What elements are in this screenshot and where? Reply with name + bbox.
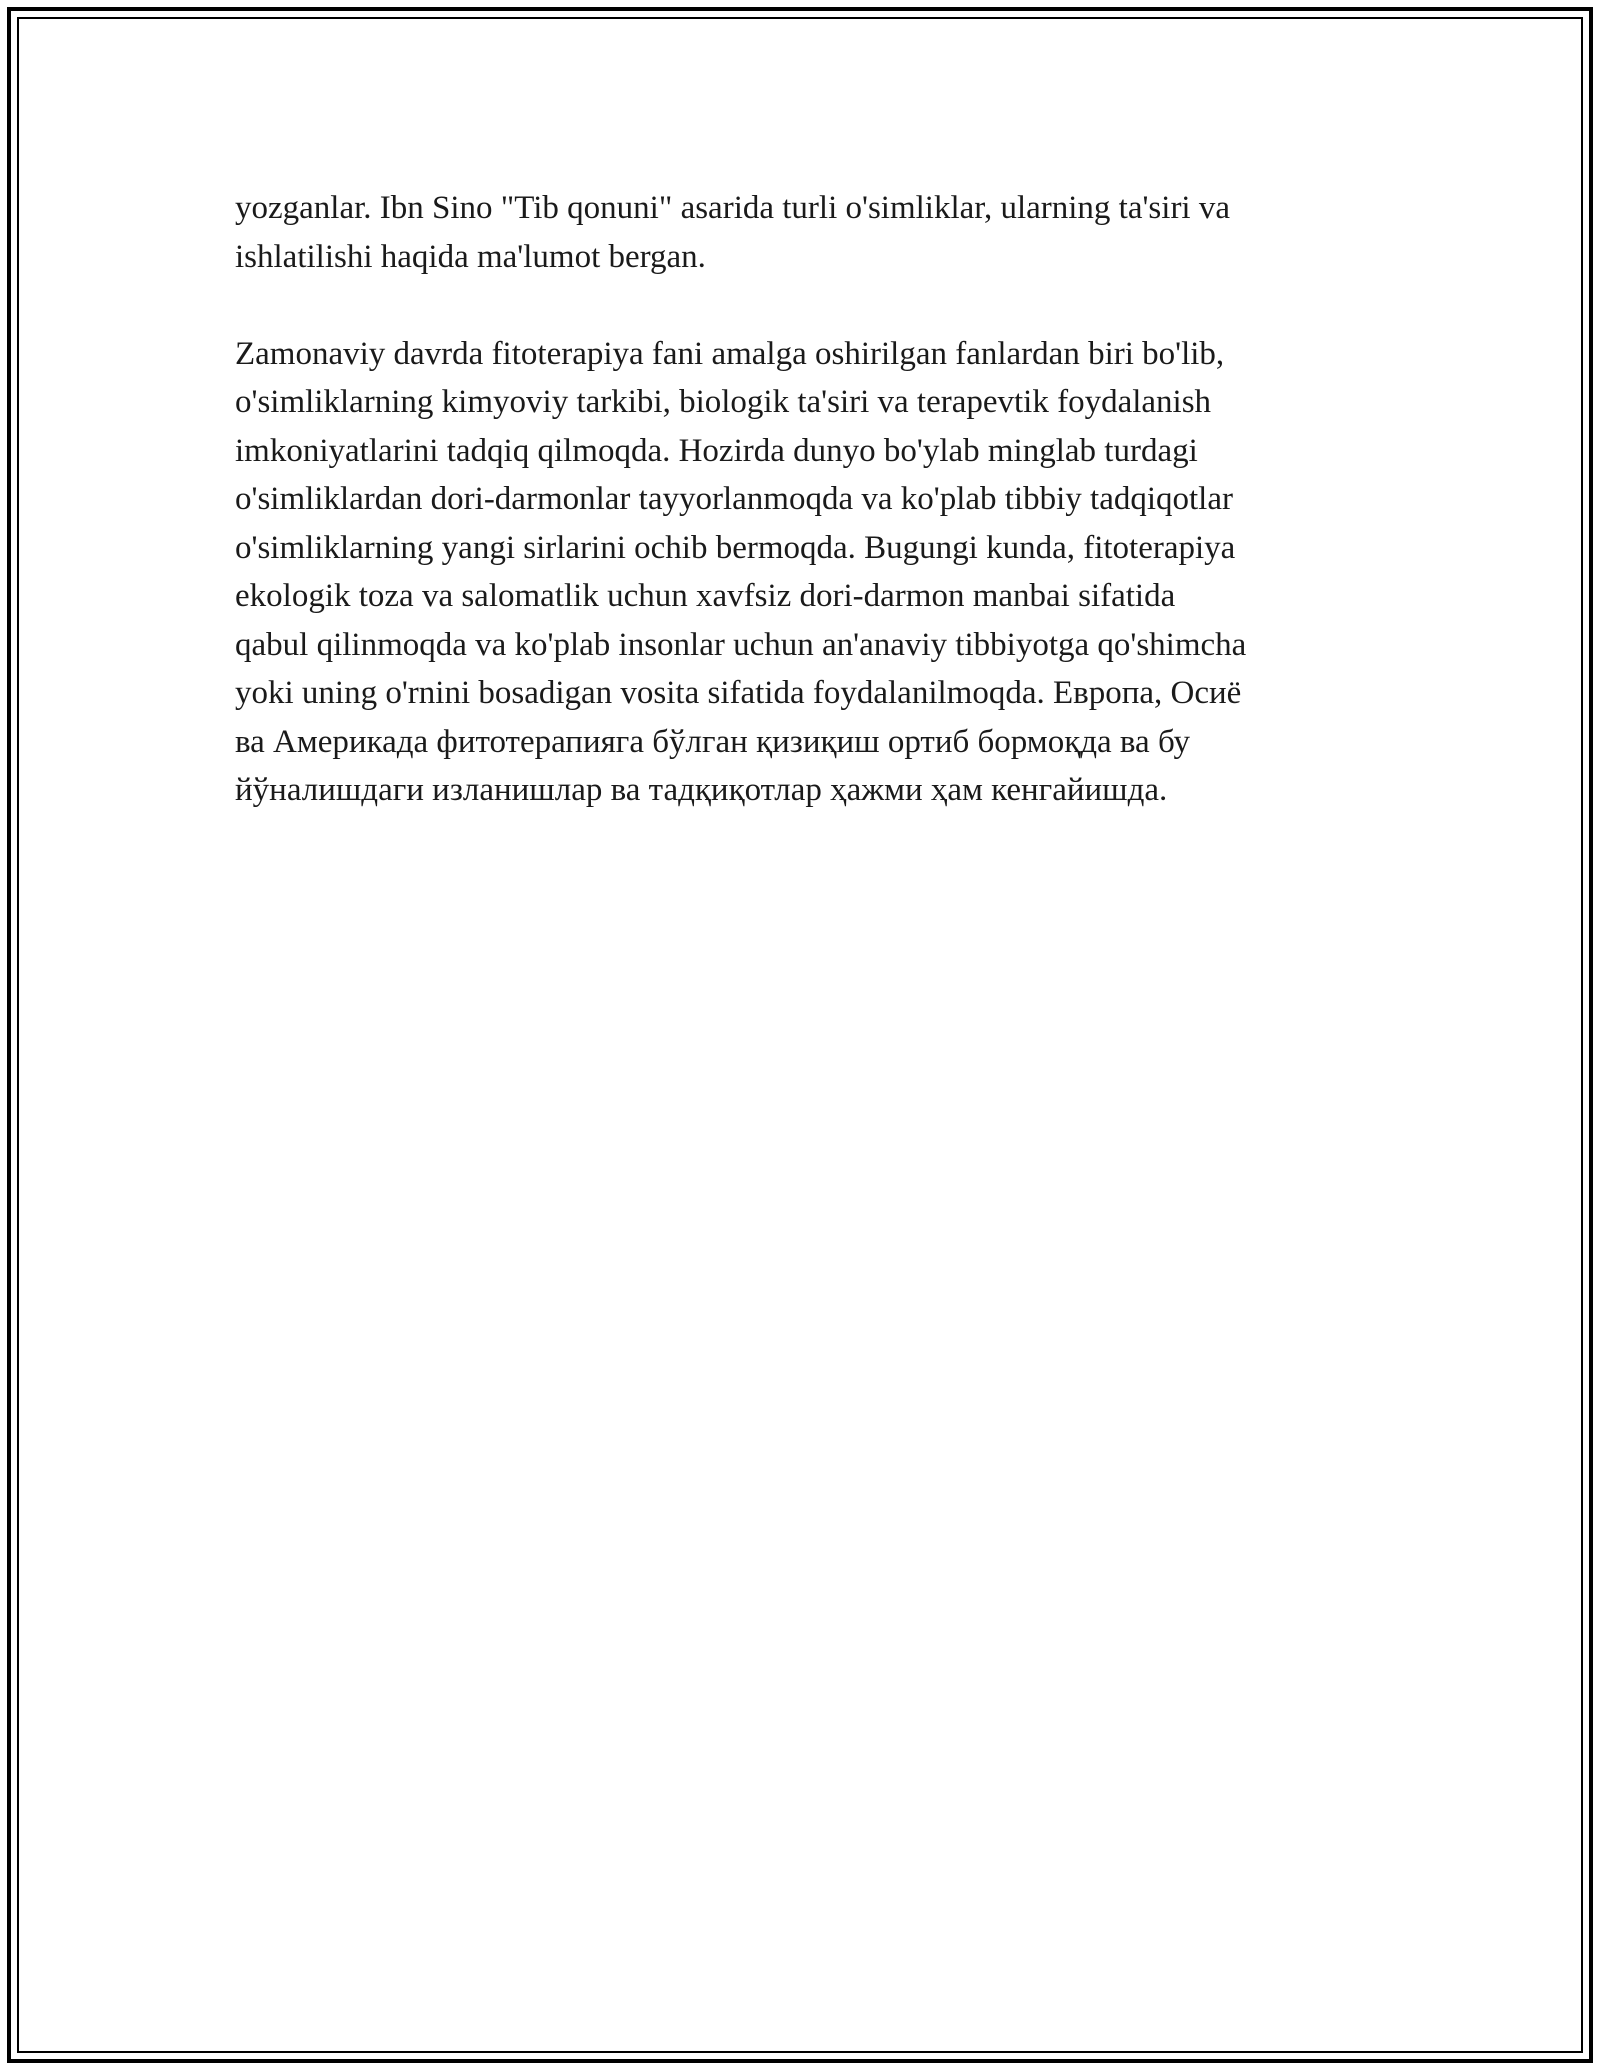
text-line: o'simliklarning yangi sirlarini ochib bermoqda. Bugungi kunda, fitoterapiya [235, 529, 1236, 566]
text-line: yozganlar. Ibn Sino "Tib qonuni" asarida turli o'simliklar, ularning ta'siri va [235, 190, 1230, 226]
text-line: o'simliklardan dori-darmonlar tayyorlanmoqda va ko'plab tibbiy tadqiqotlar [235, 481, 1233, 517]
text-line: йўналишдаги изланишлар ва тадқиқотлар ҳажми ҳам кенгайишда. [235, 772, 1168, 808]
text-line: ekologik toza va salomatlik uchun xavfsiz dori-darmon manbai sifatida [235, 578, 1176, 614]
text-line: qabul qilinmoqda va ko'plab insonlar uchun an'anaviy tibbiyotga qo'shimcha [235, 626, 1247, 663]
document-body [235, 184, 1375, 863]
text-line: imkoniyatlarini tadqiq qilmoqda. Hozirda dunyo bo'ylab minglab turdagi [235, 432, 1198, 469]
text-line: ishlatilishi haqida ma'lumot bergan. [235, 238, 706, 275]
text-line: yoki uning o'rnini bosadigan vosita sifatida foydalanilmoqda. Европа, Осиё [235, 675, 1242, 711]
paragraph-1 [235, 184, 1375, 281]
text-line: Zamonaviy davrda fitoterapiya fani amalga oshirilgan fanlardan biri bo'lib, [235, 335, 1225, 372]
paragraph-2 [235, 330, 1375, 815]
text-line: o'simliklarning kimyoviy tarkibi, biologik ta'siri va terapevtik foydalanish [235, 384, 1212, 420]
text-line: ва Америкада фитотерапияга бўлган қизиқиш ортиб бормоқда ва бу [235, 723, 1190, 760]
